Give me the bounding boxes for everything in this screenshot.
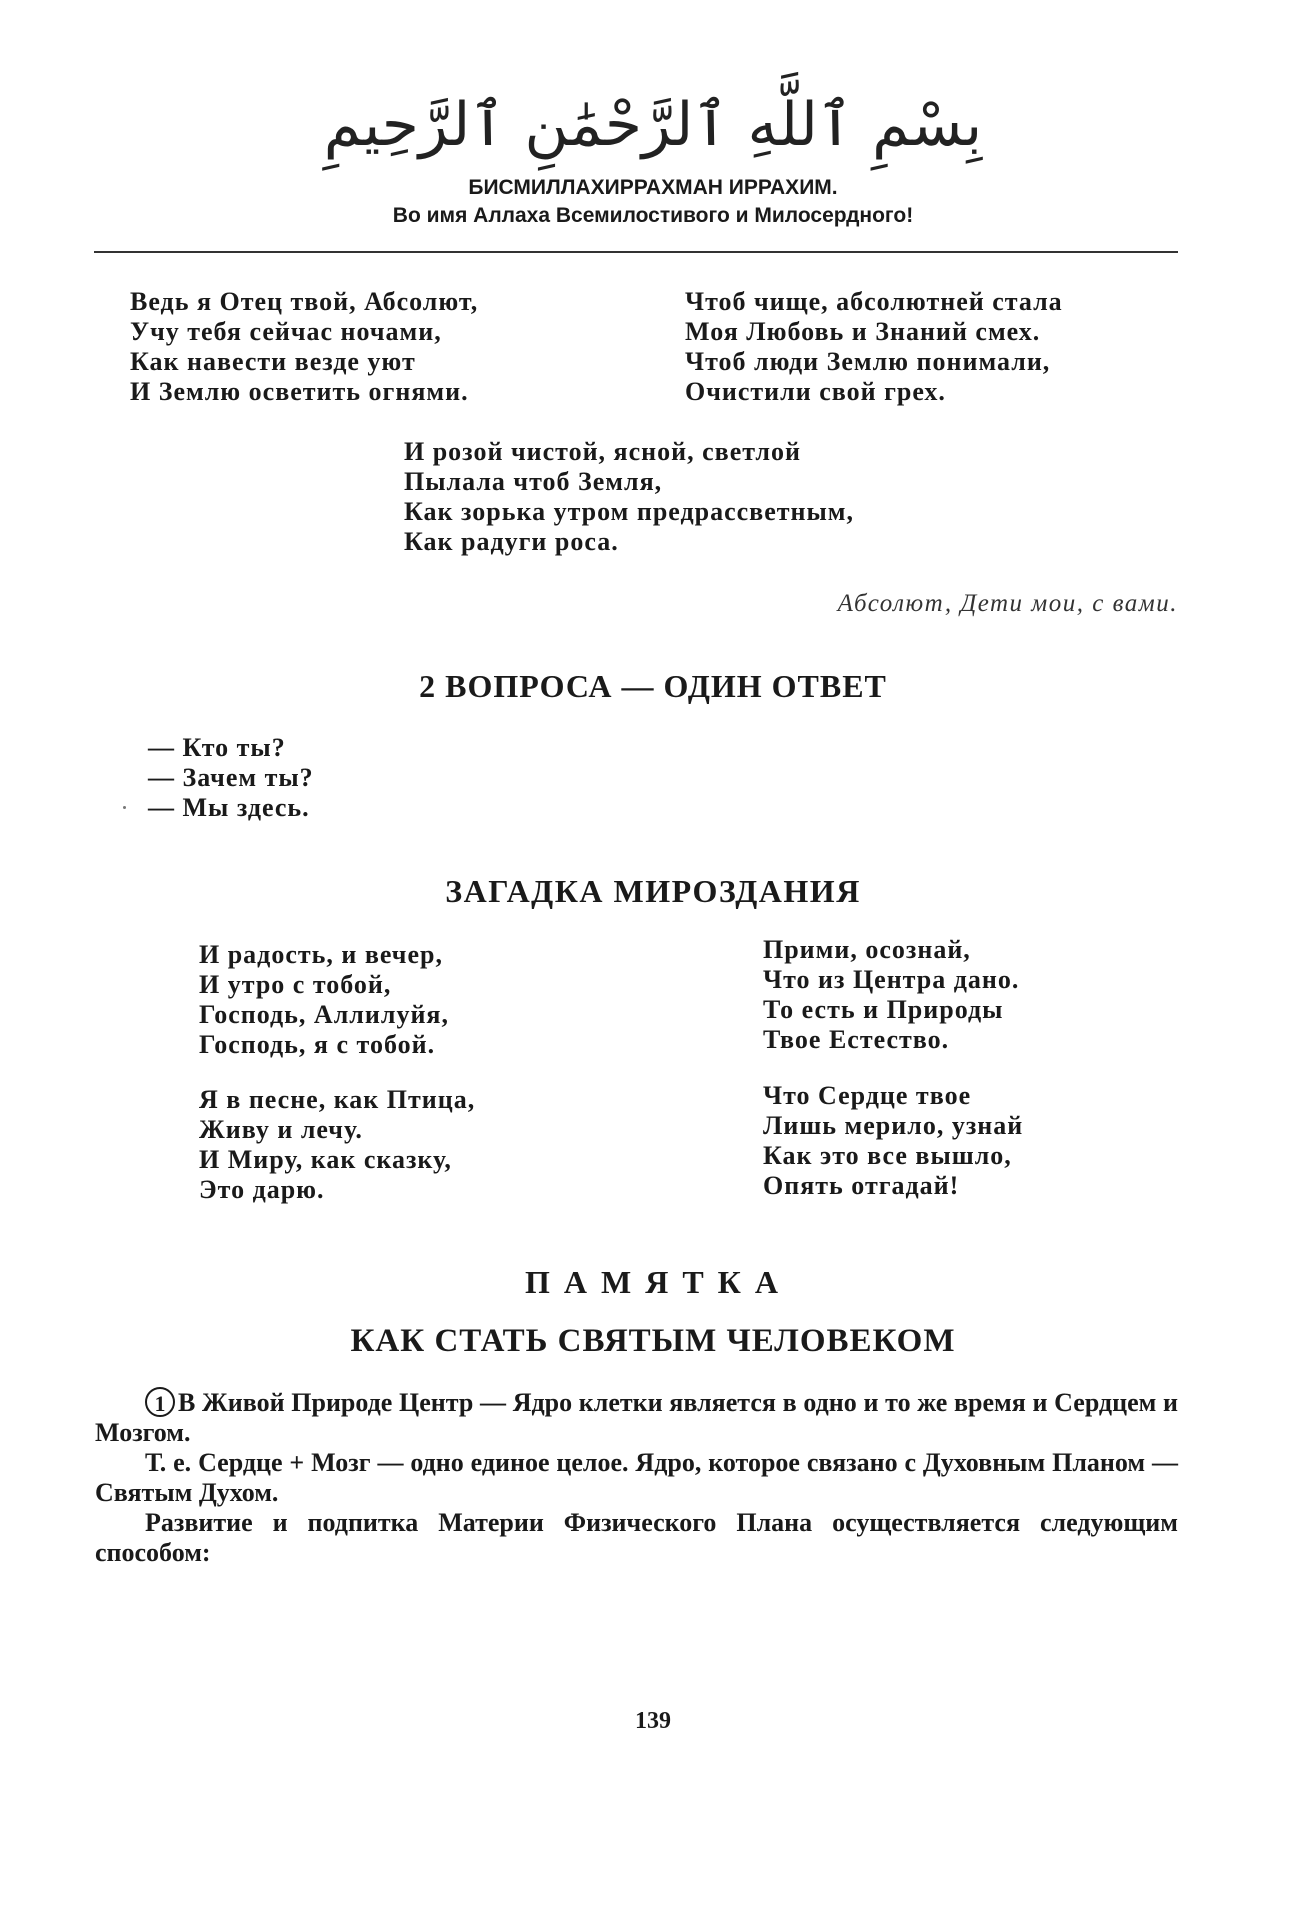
verse-line: Как зорька утром предрассветным, <box>404 497 855 526</box>
header-translation: Во имя Аллаха Всемилостивого и Милосердного! <box>392 204 914 227</box>
verse-line: Что из Центра дано. <box>763 965 1020 994</box>
riddle-right-stanza-1 <box>763 935 1019 1055</box>
section-subtitle-saint: КАК СТАТЬ СВЯТЫМ ЧЕЛОВЕКОМ <box>350 1323 956 1359</box>
verse-line: Очистили свой грех. <box>685 377 946 406</box>
dialogue-line: — Кто ты? <box>148 733 286 762</box>
poem1-right-stanza <box>685 287 1063 407</box>
section-title-memo: П А М Я Т К А <box>525 1264 781 1300</box>
header-transliteration: БИСМИЛЛАХИРРАХМАН ИРРАХИМ. <box>468 176 838 199</box>
verse-line: И Землю осветить огнями. <box>130 377 469 406</box>
print-speck <box>123 806 126 809</box>
verse-line: То есть и Природы <box>763 995 1004 1024</box>
section-title-two-questions: 2 ВОПРОСА — ОДИН ОТВЕТ <box>419 668 887 704</box>
item-number-badge: 1 <box>145 1387 175 1417</box>
poem1-center-stanza <box>404 437 854 557</box>
verse-line: Опять отгадай! <box>763 1171 960 1200</box>
verse-line: Как радуги роса. <box>404 527 619 556</box>
page-number: 139 <box>635 1708 671 1734</box>
poem1-left-stanza <box>130 287 478 407</box>
verse-line: Как это все вышло, <box>763 1141 1012 1170</box>
poem1-signature: Абсолют, Дети мои, с вами. <box>837 590 1178 617</box>
verse-line: И розой чистой, ясной, светлой <box>404 437 801 466</box>
verse-line: Пылала чтоб Земля, <box>404 467 663 496</box>
riddle-left-stanza-2 <box>199 1085 475 1205</box>
verse-line: Как навести везде уют <box>130 347 416 376</box>
verse-line: И утро с тобой, <box>199 970 392 999</box>
bismillah-calligraphy: بِسْمِ ٱللَّهِ ٱلرَّحْمَٰنِ ٱلرَّحِيمِ <box>323 90 983 160</box>
verse-line: Что Сердце твое <box>763 1081 972 1110</box>
verse-line: Чтоб люди Землю понимали, <box>685 347 1051 376</box>
verse-line: Прими, осознай, <box>763 935 971 964</box>
verse-line: Я в песне, как Птица, <box>199 1085 476 1114</box>
memo-paragraph-2: Т. е. Сердце + Мозг — одно единое целое. Ядро, которое связано с Духовным Планом — Святым Духом. <box>95 1448 1178 1507</box>
section-title-riddle: ЗАГАДКА МИРОЗДАНИЯ <box>445 873 861 909</box>
verse-line: Господь, я с тобой. <box>199 1030 436 1059</box>
header-divider <box>94 251 1178 253</box>
verse-line: Господь, Аллилуйя, <box>199 1000 449 1029</box>
verse-line: И радость, и вечер, <box>199 940 443 969</box>
dialogue-line: — Мы здесь. <box>148 793 310 822</box>
riddle-left-stanza-1 <box>199 940 449 1060</box>
verse-line: Моя Любовь и Знаний смех. <box>685 317 1041 346</box>
dialogue-line: — Зачем ты? <box>148 763 314 792</box>
memo-paragraph-3: Развитие и подпитка Материи Физического Плана осуществляется следующим способом: <box>95 1508 1178 1567</box>
verse-line: И Миру, как сказку, <box>199 1145 452 1174</box>
verse-line: Твое Естество. <box>763 1025 950 1054</box>
verse-line: Ведь я Отец твой, Абсолют, <box>130 287 479 316</box>
verse-line: Это дарю. <box>199 1175 325 1204</box>
verse-line: Учу тебя сейчас ночами, <box>130 317 442 346</box>
memo-paragraph-1 <box>95 1387 1178 1448</box>
paragraph-text: В Живой Природе Центр — Ядро клетки является в одно и то же время и Сердцем и Мозгом. <box>95 1388 1178 1447</box>
verse-line: Чтоб чище, абсолютней стала <box>685 287 1063 316</box>
riddle-right-stanza-2 <box>763 1081 1023 1201</box>
verse-line: Живу и лечу. <box>199 1115 363 1144</box>
verse-line: Лишь мерило, узнай <box>763 1111 1024 1140</box>
dialogue-lines <box>148 733 314 823</box>
